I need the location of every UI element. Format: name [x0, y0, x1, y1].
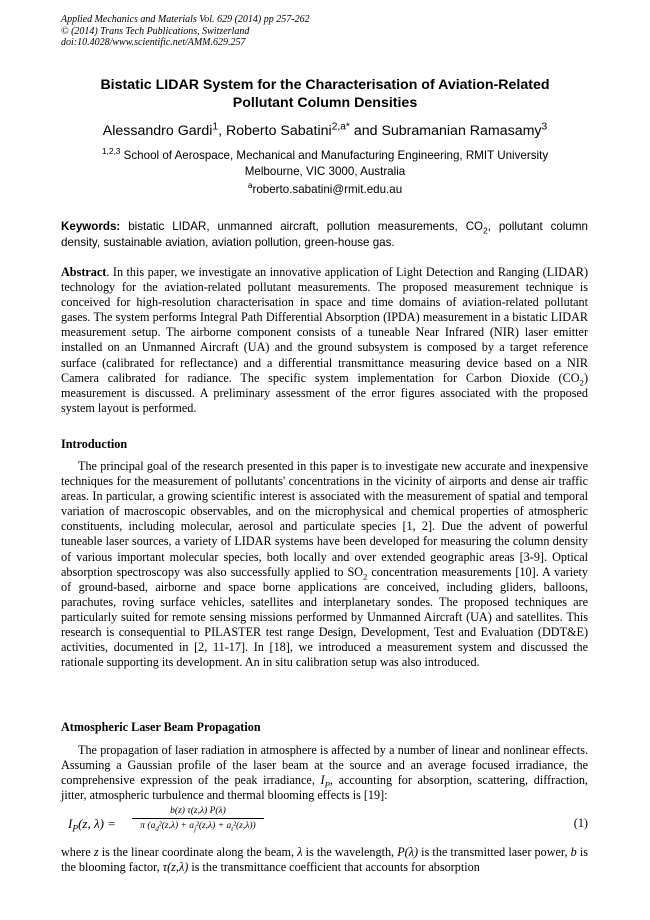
equation-number: (1): [573, 816, 588, 830]
affiliation-line-1: School of Aerospace, Mechanical and Manufacturing Engineering, RMIT University: [120, 149, 549, 162]
author-separator: and: [349, 123, 382, 139]
symbol: τ(z,λ): [162, 860, 189, 875]
introduction-paragraph: [61, 459, 588, 670]
symbol: P(λ): [397, 845, 419, 859]
keywords-label: Keywords:: [61, 220, 121, 233]
symbol: λ: [297, 845, 303, 859]
affiliation: [60, 148, 590, 179]
text: is the transmitted laser power,: [418, 845, 571, 859]
den-sub: t: [231, 825, 234, 833]
title-line-1: Bistatic LIDAR System for the Characterisation of Aviation-Related: [100, 77, 550, 93]
equation-denominator: [132, 819, 264, 831]
text: where: [61, 845, 94, 859]
text: is the blooming factor,: [61, 845, 588, 875]
journal-citation: Applied Mechanics and Materials Vol. 629 (2014) pp 257-262: [61, 14, 310, 25]
equation-lhs-symbol: I: [68, 816, 73, 831]
author-affiliation-mark: 2,a*: [331, 121, 350, 133]
author-separator: ,: [218, 123, 226, 139]
den-part: π (a: [140, 821, 156, 831]
author-affiliation-mark: 1: [212, 121, 219, 133]
section-heading-atmospheric: Atmospheric Laser Beam Propagation: [61, 720, 261, 734]
email-address: roberto.sabatini@rmit.edu.au: [252, 183, 403, 196]
text: is the linear coordinate along the beam,: [98, 845, 298, 859]
den-part: ²(z,λ) + a: [195, 821, 232, 831]
post-equation-paragraph: [61, 845, 588, 875]
symbol: b: [570, 845, 577, 859]
introduction-text: concentration measurements [10]. A variety of ground-based, airborne and space borne applications are conceived, including gliders, balloons, parachutes, roving surface vehicles, satellites and interplanetary sondes. The proposed techniques are particularly suited for remote sensing missions performed by Unmanned Aircraft (UA) and satellites. This research is consequential to PILASTER test range Design, Development, Test and Evaluation (DDT&E) activities, documented in [2, 11-17]. In [18], we introduced a measurement system and discussed the rationale supporting its development. An in situ calibration setup was also introduced.: [61, 564, 588, 670]
equation-numerator: b(z) τ(z,λ) P(λ): [132, 806, 264, 819]
affiliation-mark: 1,2,3: [101, 146, 121, 157]
journal-header: [61, 14, 310, 49]
equation-1: [64, 806, 588, 842]
den-sub: d: [155, 825, 159, 833]
journal-doi: doi:10.4028/www.scientific.net/AMM.629.257: [61, 37, 246, 48]
equation-lhs-args: (z, λ) =: [78, 816, 116, 831]
atmospheric-paragraph: [61, 743, 588, 803]
text: is the wavelength,: [302, 845, 398, 859]
abstract-text: . In this paper, we investigate an innovative application of Light Detection and Ranging (LIDAR) technology for the aviation-related pollutant measurements. The proposed measurement technique is conceived for high-resolution characterisation in space and time domains of aviation-related pollutant gases. The system performs Integral Path Differential Absorption (IPDA) measurement in a bistatic LIDAR measurement setup. The airborne component consists of a tuneable Near Infrared (NIR) laser emitter installed on an Unmanned Aircraft (UA) and the ground subsystem is composed by a target reference surface (calibrated for reflectance) and a differential transmittance measuring device based on a NIR Camera calibrated for radiance. The specific system implementation for Carbon Dioxide (CO: [61, 265, 588, 385]
text: is the transmittance coefficient that accounts for absorption: [188, 860, 480, 875]
irradiance-subscript: P: [324, 779, 330, 790]
author-list: [40, 122, 610, 140]
introduction-subscript: 2: [363, 571, 368, 582]
abstract-label: Abstract: [61, 265, 107, 279]
author-name: Subramanian Ramasamy: [381, 123, 542, 139]
abstract-text: ) measurement is discussed. A preliminary assessment of the error figures associated with the proposed system layout is performed.: [61, 370, 588, 415]
journal-copyright: © (2014) Trans Tech Publications, Switzerland: [61, 25, 250, 37]
keywords-text: bistatic LIDAR, unmanned aircraft, pollution measurements, CO: [120, 220, 484, 233]
den-sub: j: [194, 825, 196, 833]
equation-lhs: [68, 816, 116, 835]
irradiance-symbol: I: [320, 773, 325, 788]
keywords-text: , pollutant column density, sustainable aviation, aviation pollution, green-house gas.: [61, 220, 588, 249]
affiliation-line-2: Melbourne, VIC 3000, Australia: [244, 164, 406, 178]
atmospheric-text: The propagation of laser radiation in atmosphere is affected by a number of linear and nonlinear effects. Assuming a Gaussian profile of the laser beam at the source and an average focused irradiance, the comprehensive expression of the peak irradiance,: [61, 743, 588, 788]
author-name: Alessandro Gardi: [102, 123, 213, 139]
equation-lhs-subscript: P: [72, 824, 79, 835]
keywords: [61, 219, 588, 250]
keywords-subscript: 2: [483, 225, 488, 236]
paper-title: [60, 77, 590, 112]
symbol: z: [93, 845, 99, 859]
den-part: ²(z,λ) + a: [158, 821, 195, 831]
author-affiliation-mark: 3: [541, 121, 548, 133]
email-mark: a: [247, 180, 253, 191]
abstract-subscript: 2: [579, 377, 584, 388]
atmospheric-text: , accounting for absorption, scattering, diffraction, jitter, atmospheric turbulence and thermal blooming effects is [19]:: [61, 773, 588, 803]
corresponding-email: [60, 182, 590, 197]
section-heading-introduction: Introduction: [61, 437, 128, 451]
equation-fraction: [132, 806, 264, 831]
author-name: Roberto Sabatini: [226, 123, 332, 139]
introduction-text: The principal goal of the research presented in this paper is to investigate new accurate and inexpensive techniques for the measurement of pollutants' concentrations in the vicinity of airports and dense air traffic areas. In particular, a growing scientific interest is associated with the measurement of spatial and temporal variation of macroscopic observables, and on the microphysical and chemical properties of atmospheric constituents, including molecular, aerosol and particulate species [1, 2]. Due the advent of powerful tuneable laser sources, a variety of LIDAR systems have been developed for measuring the column density of various important molecular species, both locally and over extended geographic areas [3-9]. Optical absorption spectroscopy was also successfully applied to SO: [61, 459, 588, 579]
den-part: ²(z,λ)): [233, 821, 256, 831]
abstract: [61, 265, 588, 416]
title-line-2: Pollutant Column Densities: [232, 94, 418, 111]
